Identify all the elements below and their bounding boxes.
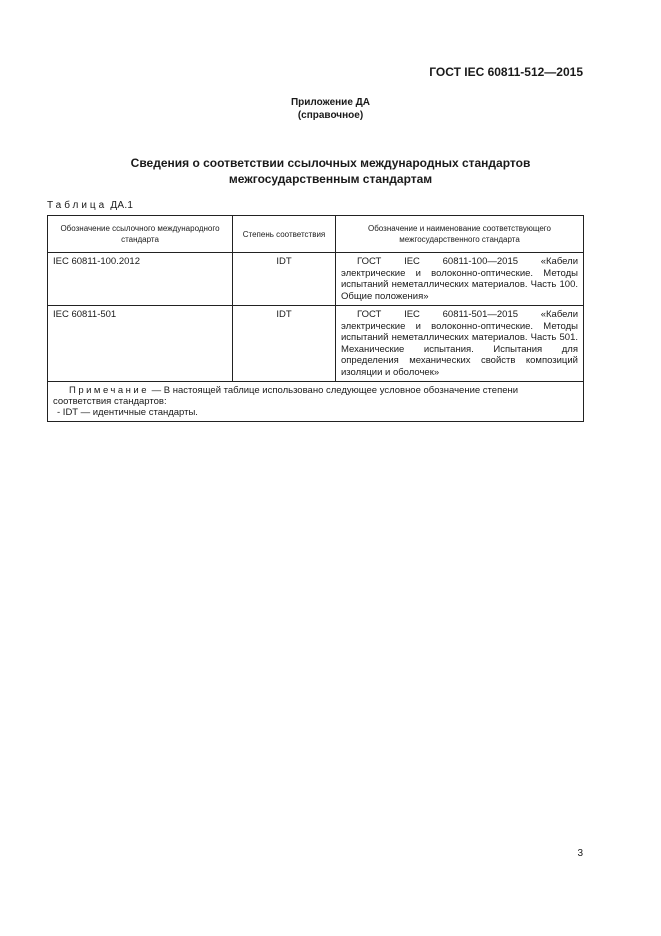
section-title-line2: межгосударственным стандартам xyxy=(228,172,433,186)
table-note-row xyxy=(48,382,584,422)
appendix-heading xyxy=(0,96,661,122)
table-caption-number: ДА.1 xyxy=(110,200,134,211)
appendix-subtitle: (справочное) xyxy=(297,110,364,121)
cell-ref-standard: IEC 60811-100.2012 xyxy=(48,253,233,306)
section-title xyxy=(0,155,661,187)
header-ref-standard: Обозначение ссылочного международного стандарта xyxy=(48,216,233,253)
table-row xyxy=(48,306,584,382)
document-code: ГОСТ IEC 60811-512—2015 xyxy=(429,65,583,79)
table-header-row xyxy=(48,216,584,253)
cell-interstate-standard xyxy=(336,306,584,382)
cell-ref-standard: IEC 60811-501 xyxy=(48,306,233,382)
section-title-line1: Сведения о соответствии ссылочных международных стандартов xyxy=(130,156,531,170)
table-row xyxy=(48,253,584,306)
cell-interstate-text: ГОСТ IEC 60811-100—2015 «Кабели электрические и волоконно-оптические. Методы испытаний неметаллических материалов. Часть 100. Общие положения» xyxy=(341,256,578,302)
note-label: Примечание xyxy=(69,385,149,396)
table-caption-prefix: Таблица xyxy=(47,200,108,211)
page-number: 3 xyxy=(577,848,583,859)
correspondence-table xyxy=(47,215,584,422)
header-degree: Степень соответствия xyxy=(233,216,336,253)
cell-interstate-text: ГОСТ IEC 60811-501—2015 «Кабели электрические и волоконно-оптические. Методы испытаний неметаллических материалов. Часть 501. Механические испытания. Испытания для определения механических свойств композиций изоляции и оболочек» xyxy=(341,309,578,378)
table-caption xyxy=(47,200,133,211)
note-body: — В настоящей таблице использовано следующее условное обозначение степени соответствия стандартов: xyxy=(53,385,519,407)
cell-interstate-standard xyxy=(336,253,584,306)
note-text xyxy=(53,385,578,407)
table-note xyxy=(48,382,584,422)
note-item: - IDT — идентичные стандарты. xyxy=(57,407,198,418)
appendix-title: Приложение ДА xyxy=(290,97,371,108)
header-interstate-standard: Обозначение и наименование соответствующего межгосударственного стандарта xyxy=(336,216,584,253)
cell-degree: IDT xyxy=(233,306,336,382)
cell-degree: IDT xyxy=(233,253,336,306)
